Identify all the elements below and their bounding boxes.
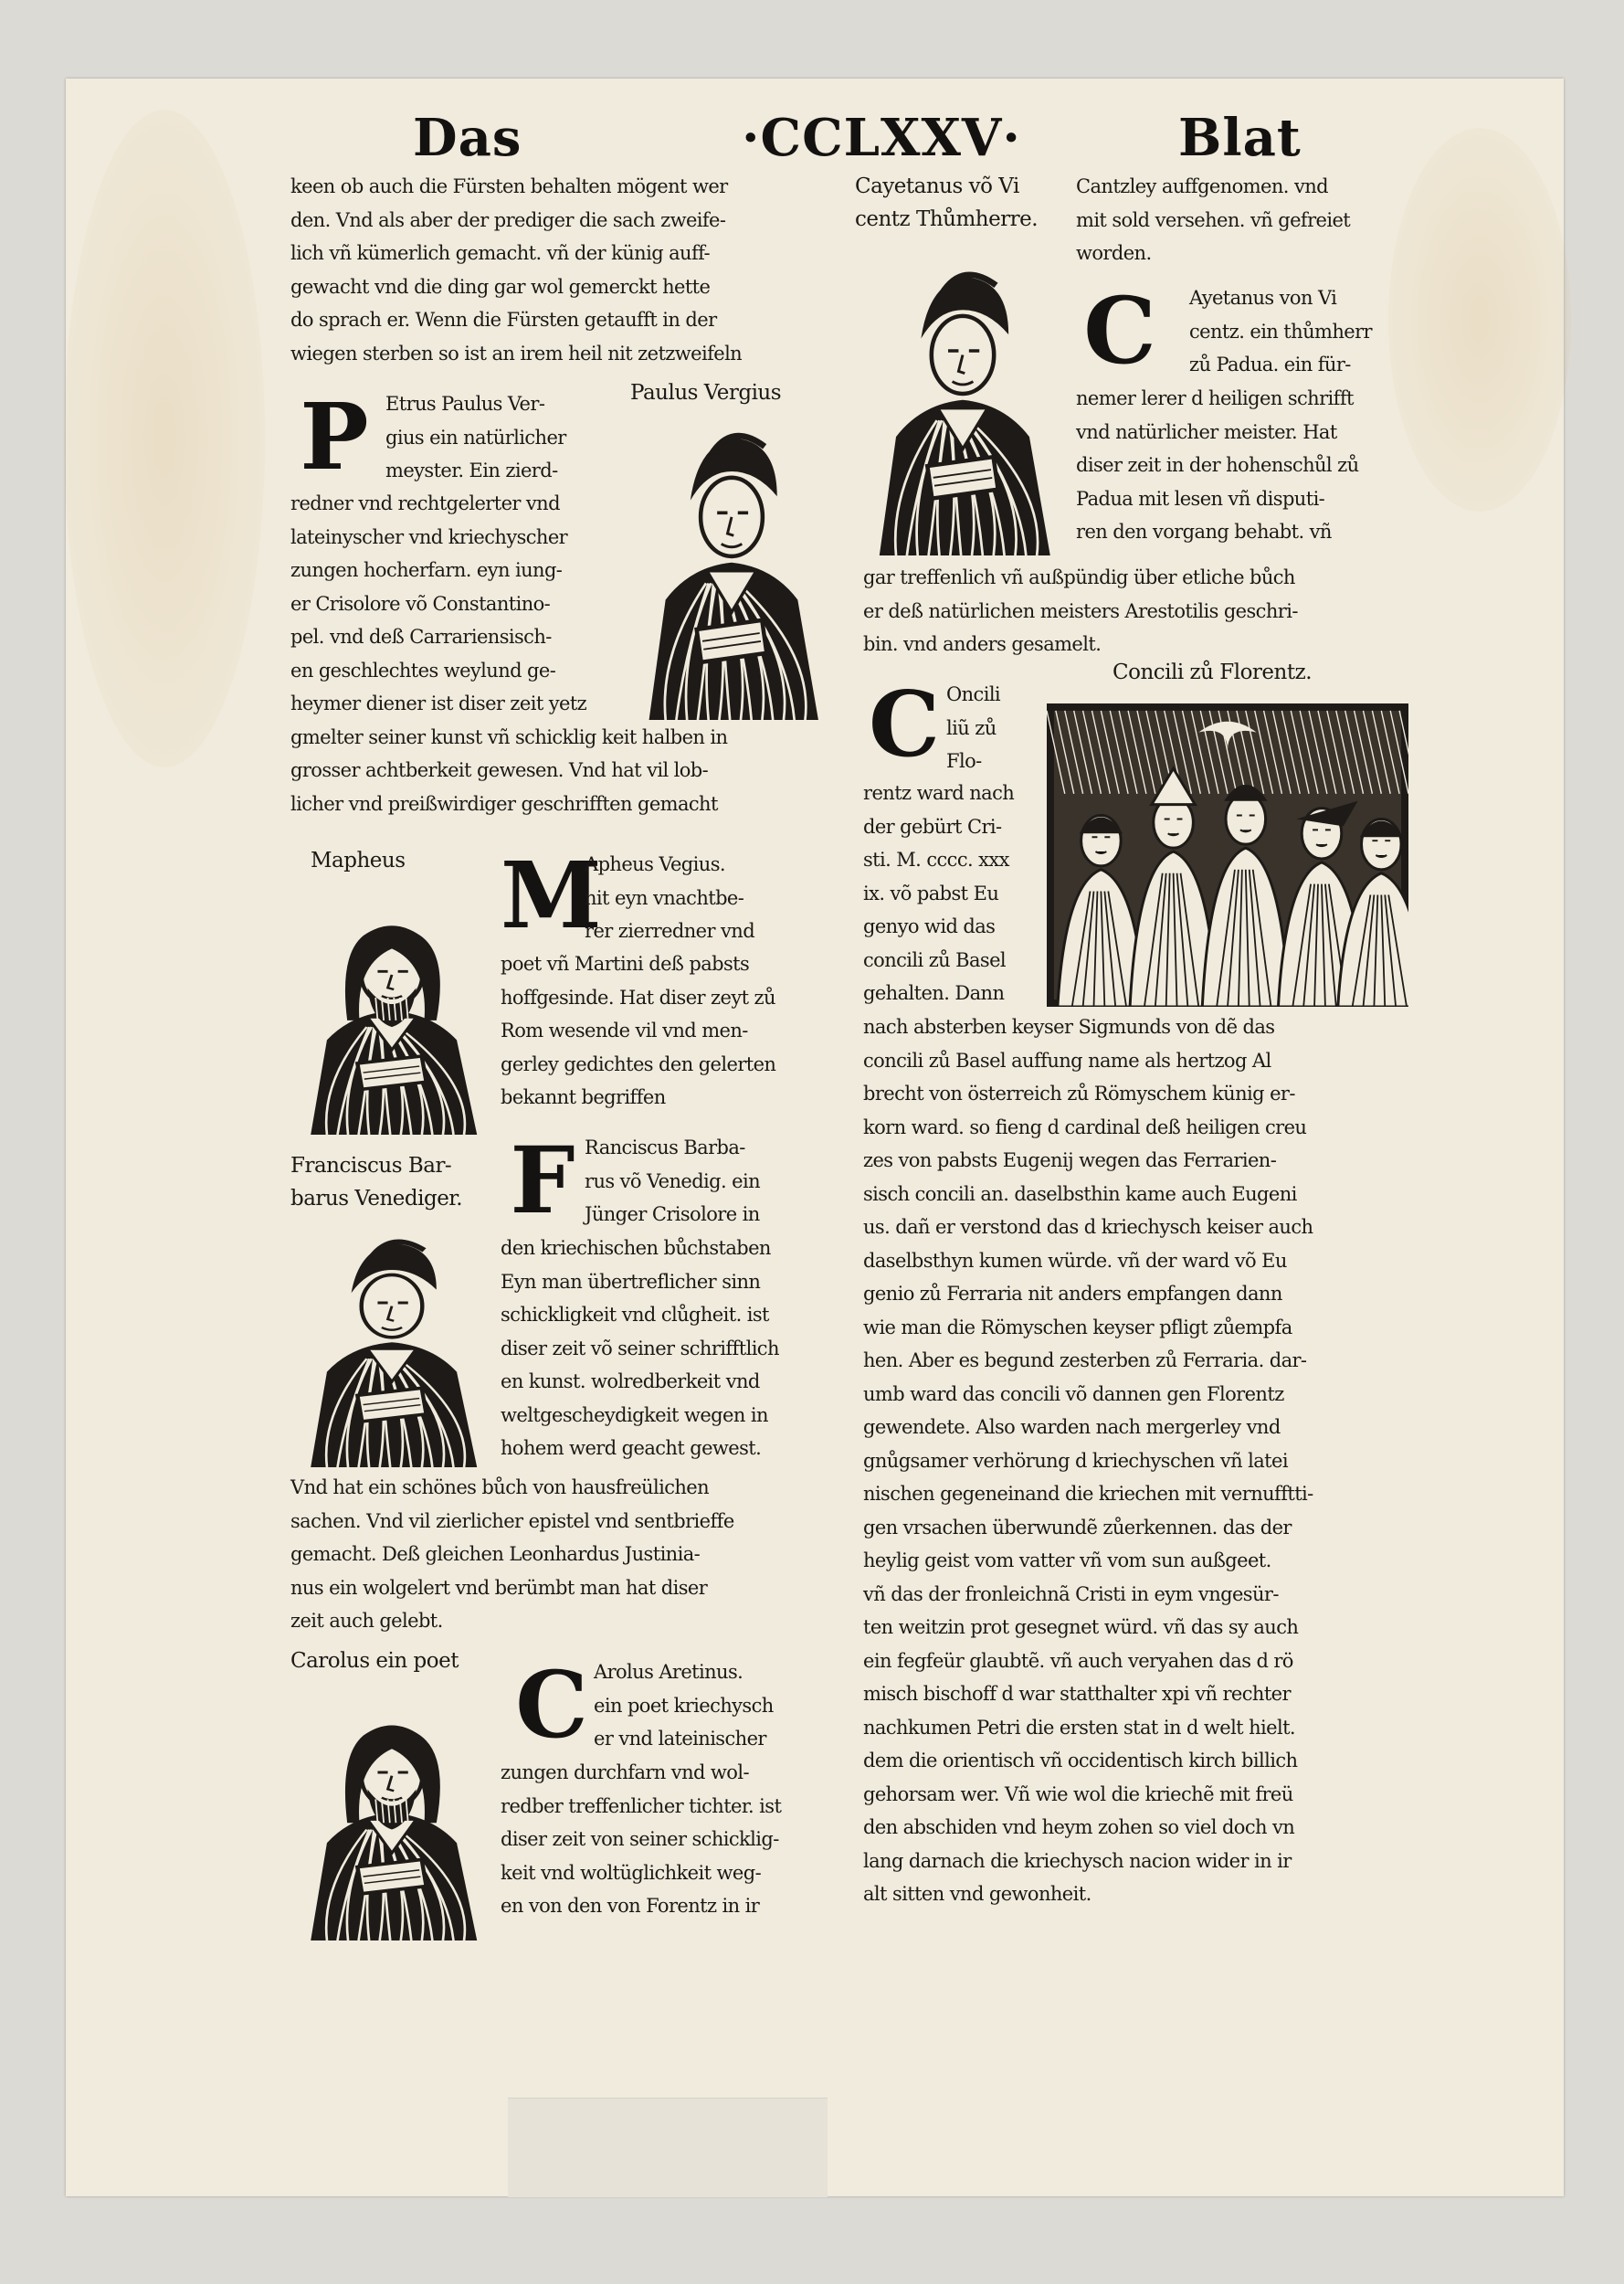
tape-strip (508, 2098, 828, 2197)
cayetanus-paragraph-start: Ayetanus von Vi centz. ein thůmherr zů Padua. ein für- (1189, 287, 1372, 375)
franciscus-paragraph: den kriechischen bůchstaben Eyn man übertreflicher sinn schickligkeit vnd clůgheit. ist diser zeit võ seiner schrifftlich en kunst. wolredberkeit vnd weltgescheydigkeit wegen in hohem werd geacht gewest. (501, 1237, 779, 1459)
mapheus-paragraph-start: Apheus Vegius. nit eyn vnachtbe- rer zierredner vnd (585, 853, 755, 942)
caption-paulus: Paulus Vergius (630, 381, 782, 405)
initial-m: M (501, 841, 602, 949)
initial-f: F (501, 1131, 585, 1230)
initial-c-concili: C (863, 678, 945, 773)
paper-stain (1388, 128, 1571, 512)
portrait-franciscus-barbarus (290, 1221, 493, 1467)
cayetanus-paragraph: nemer lerer d heiligen schrifft vnd natürlicher meister. Hat diser zeit in der hohenschůl zů Padua mit lesen vñ disputi- ren den vorgang behabt. vñ (1076, 387, 1359, 543)
woodcut-council-scene (1047, 703, 1408, 1007)
header-right: Blat (1178, 108, 1302, 168)
caption-mapheus: Mapheus (311, 849, 406, 872)
initial-c-carolus: C (510, 1655, 594, 1754)
concili-paragraph-start: Oncili liũ zů Flo- (946, 683, 1001, 772)
header-left: Das (413, 108, 522, 168)
caption-cayetanus: Cayetanus võ Vi centz Thůmherre. (855, 174, 1039, 231)
portrait-cayetanus (859, 248, 1067, 555)
carolus-paragraph-start: Arolus Aretinus. ein poet kriechysch er vnd lateinischer (594, 1661, 774, 1750)
carolus-paragraph: zungen durchfarn vnd wol- redber treffenlicher tichter. ist diser zeit von seiner schicklig- keit vnd woltüglichkeit weg- en von den von Forentz in ir (501, 1761, 782, 1917)
petrus-paragraph-start: Etrus Paulus Ver- gius ein natürlicher meyster. Ein zierd- (385, 393, 566, 481)
portrait-mapheus (290, 890, 493, 1135)
caption-carolus: Carolus ein poet (290, 1649, 459, 1673)
paper-stain (64, 110, 265, 767)
cantzley-paragraph: Cantzley auffgenomen. vnd mit sold versehen. vñ gefreiet worden. (1076, 175, 1351, 264)
concili-paragraph-end: nach absterben keyser Sigmunds von dẽ das concili zů Basel auffung name als hertzog Al brecht von österreich zů Römyschem künig er- korn ward. so fieng d cardinal deß heiligen creu zes von pabsts Eugenij wegen das Ferrarien- sisch concili an. daselbsthin kame auch Eugeni us. dañ er verstond das d kriechysch keiser auch daselbsthyn kumen würde. vñ der ward võ Eu genio zů Ferraria nit anders empfangen dann wie man die Römyschen keyser pfligt zůempfa hen. Aber es begund zesterben zů Ferraria. dar- umb ward das concili võ dannen gen Florentz gewendete. Also warden nach mergerley vnd gnůgsamer verhörung d kriechyschen vñ latei nischen gegeneinand die kriechen mit vernufftti- gen vrsachen überwundẽ zůerkennen. das der heylig geist vom vatter vñ vom sun außgeet. vñ das der fronleichnã Cristi in eym vngesür- ten weitzin prot gesegnet würd. vñ das sy auch ein fegfeür glaubtẽ. vñ auch veryahen das d rö misch bischoff d war statthalter xpi vñ rechter nachkumen Petri die ersten stat in d welt hielt. dem die orientisch vñ occidentisch kirch billich gehorsam wer. Vñ wie wol die kriechẽ mit freü den abschiden vnd heym zohen so viel doch vn lang darnach die kriechysch nacion wider in ir alt sitten vnd gewonheit. (863, 1016, 1313, 1905)
cayetanus-paragraph-end: gar treffenlich vñ außpündig über etliche bůch er deß natürlichen meisters Arestotilis geschri- bin. vnd anders gesamelt. (863, 566, 1298, 655)
initial-p: P (290, 387, 378, 486)
caption-franciscus: Franciscus Bar- barus Venediger. (290, 1154, 463, 1211)
concili-paragraph: rentz ward nach der gebürt Cri- sti. M. cccc. xxx ix. võ pabst Eu genyo wid das concili zů Basel gehalten. Dann (863, 782, 1015, 1004)
intro-paragraph: keen ob auch die Fürsten behalten mögent wer den. Vnd als aber der prediger die sach zweife- lich vñ kümerlich gemacht. vñ der künig auff- gewacht vnd die ding gar wol gemerckt hette do sprach er. Wenn die Fürsten getaufft in der wiegen sterben so ist an irem heil nit zetzweifeln (290, 175, 743, 365)
initial-c-cayetanus: C (1076, 281, 1164, 380)
franciscus-paragraph-end: Vnd hat ein schönes bůch von hausfreülichen sachen. Vnd vil zierlicher epistel vnd sentbrieffe gemacht. Deß gleichen Leonhardus Justinia- nus ein wolgelert vnd berümbt man hat diser zeit auch gelebt. (290, 1476, 734, 1632)
header-folio: ·CCLXXV· (742, 108, 1021, 168)
franciscus-paragraph-start: Ranciscus Barba- rus võ Venedig. ein Jünger Crisolore in (585, 1137, 761, 1225)
caption-concili: Concili zů Florentz. (1113, 661, 1313, 684)
mapheus-paragraph: poet vñ Martini deß pabsts hoffgesinde. Hat diser zeyt zů Rom wesende vil vnd men- gerley gedichtes den gelerten bekannt begriffen (501, 953, 776, 1108)
portrait-carolus (290, 1688, 493, 1940)
petrus-paragraph: redner vnd rechtgelerter vnd lateinyscher vnd kriechyscher zungen hocherfarn. eyn iung- er Crisolore võ Constantino- pel. vnd deß Carrariensisch- en geschlechtes weylund ge- heymer diener ist diser zeit yetz gmelter seiner kunst vñ schicklig keit halben in grosser achtberkeit gewesen. Vnd hat vil lob- licher vnd preißwirdiger geschrifften gemacht (290, 492, 728, 815)
